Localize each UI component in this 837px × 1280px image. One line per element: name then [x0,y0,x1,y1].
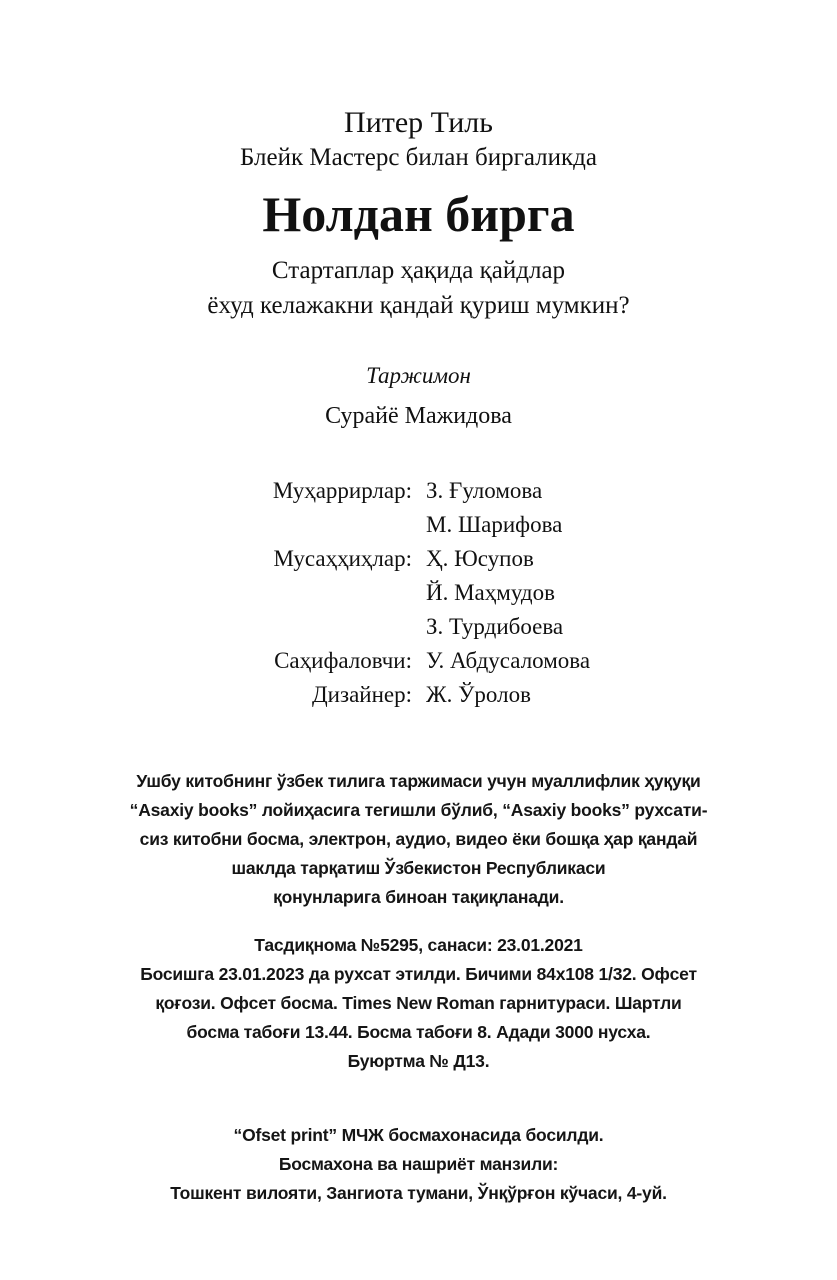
printer-line: Тошкент вилояти, Зангиота тумани, Ўнқўрғон кўчаси, 4-уй. [170,1183,667,1203]
subtitle-line-1: Стартаплар ҳақида қайдлар [271,257,566,284]
credit-role: Мусаҳҳиҳлар: [273,546,412,571]
credit-role: Муҳаррирлар: [272,478,412,503]
credit-name: З. Турдибоева [426,614,564,639]
copyright-line: қонунларига биноан тақиқланади. [273,887,564,907]
credit-name: У. Абдусаломова [426,648,591,673]
credit-row [0,614,837,648]
credit-row [0,580,837,614]
copyright-line: “Asaxiy books” лойиҳасига тегишли бўлиб, “Asaxiy books” рухсати- [129,800,708,820]
printer-line: Босмахона ва нашриёт манзили: [278,1154,559,1174]
book-title: Нолдан бирга [262,186,575,242]
credit-name: Ҳ. Юсупов [426,546,534,571]
credit-row [0,546,837,580]
imprint-line: босма табоғи 13.44. Босма табоғи 8. Адади 3000 нусха. [186,1022,651,1042]
credit-name: М. Шарифова [426,512,563,537]
imprint-line: Босишга 23.01.2023 да рухсат этилди. Бичими 84х108 1/32. Офсет [140,964,697,984]
credit-role: Дизайнер: [311,682,412,707]
printer-line: “Ofset print” МЧЖ босмахонасида босилди. [233,1125,604,1145]
imprint-line: қоғози. Офсет босма. Times New Roman гарнитураси. Шартли [155,993,682,1013]
credit-name: Ж. Ўролов [426,682,531,707]
imprint-line: Тасдиқнома №5295, санаси: 23.01.2021 [254,935,583,955]
credit-row [0,682,837,716]
copyright-line: сиз китобни босма, электрон, аудио, видео ёки бошқа ҳар қандай [139,829,698,849]
credit-row [0,512,837,546]
printer-info [0,1121,837,1208]
copyright-notice [0,767,837,912]
credit-role: Саҳифаловчи: [274,648,412,673]
translator-label: Таржимон [366,363,471,388]
credit-name: З. Ғуломова [426,478,543,503]
credit-row [0,478,837,512]
credit-row [0,648,837,682]
imprint-line: Буюртма № Д13. [347,1051,490,1071]
coauthor-line: Блейк Мастерс билан биргаликда [240,144,597,171]
subtitle-line-2: ёхуд келажакни қандай қуриш мумкин? [207,292,630,319]
credit-name: Й. Маҳмудов [426,580,555,605]
copyright-line: Ушбу китобнинг ўзбек тилига таржимаси учун муаллифлик ҳуқуқи [136,771,701,791]
credits-list [0,478,837,716]
author-name: Питер Тиль [344,106,493,139]
print-imprint [0,931,837,1076]
translator-name: Сурайё Мажидова [325,403,512,429]
copyright-line: шаклда тарқатиш Ўзбекистон Республикаси [231,858,606,878]
